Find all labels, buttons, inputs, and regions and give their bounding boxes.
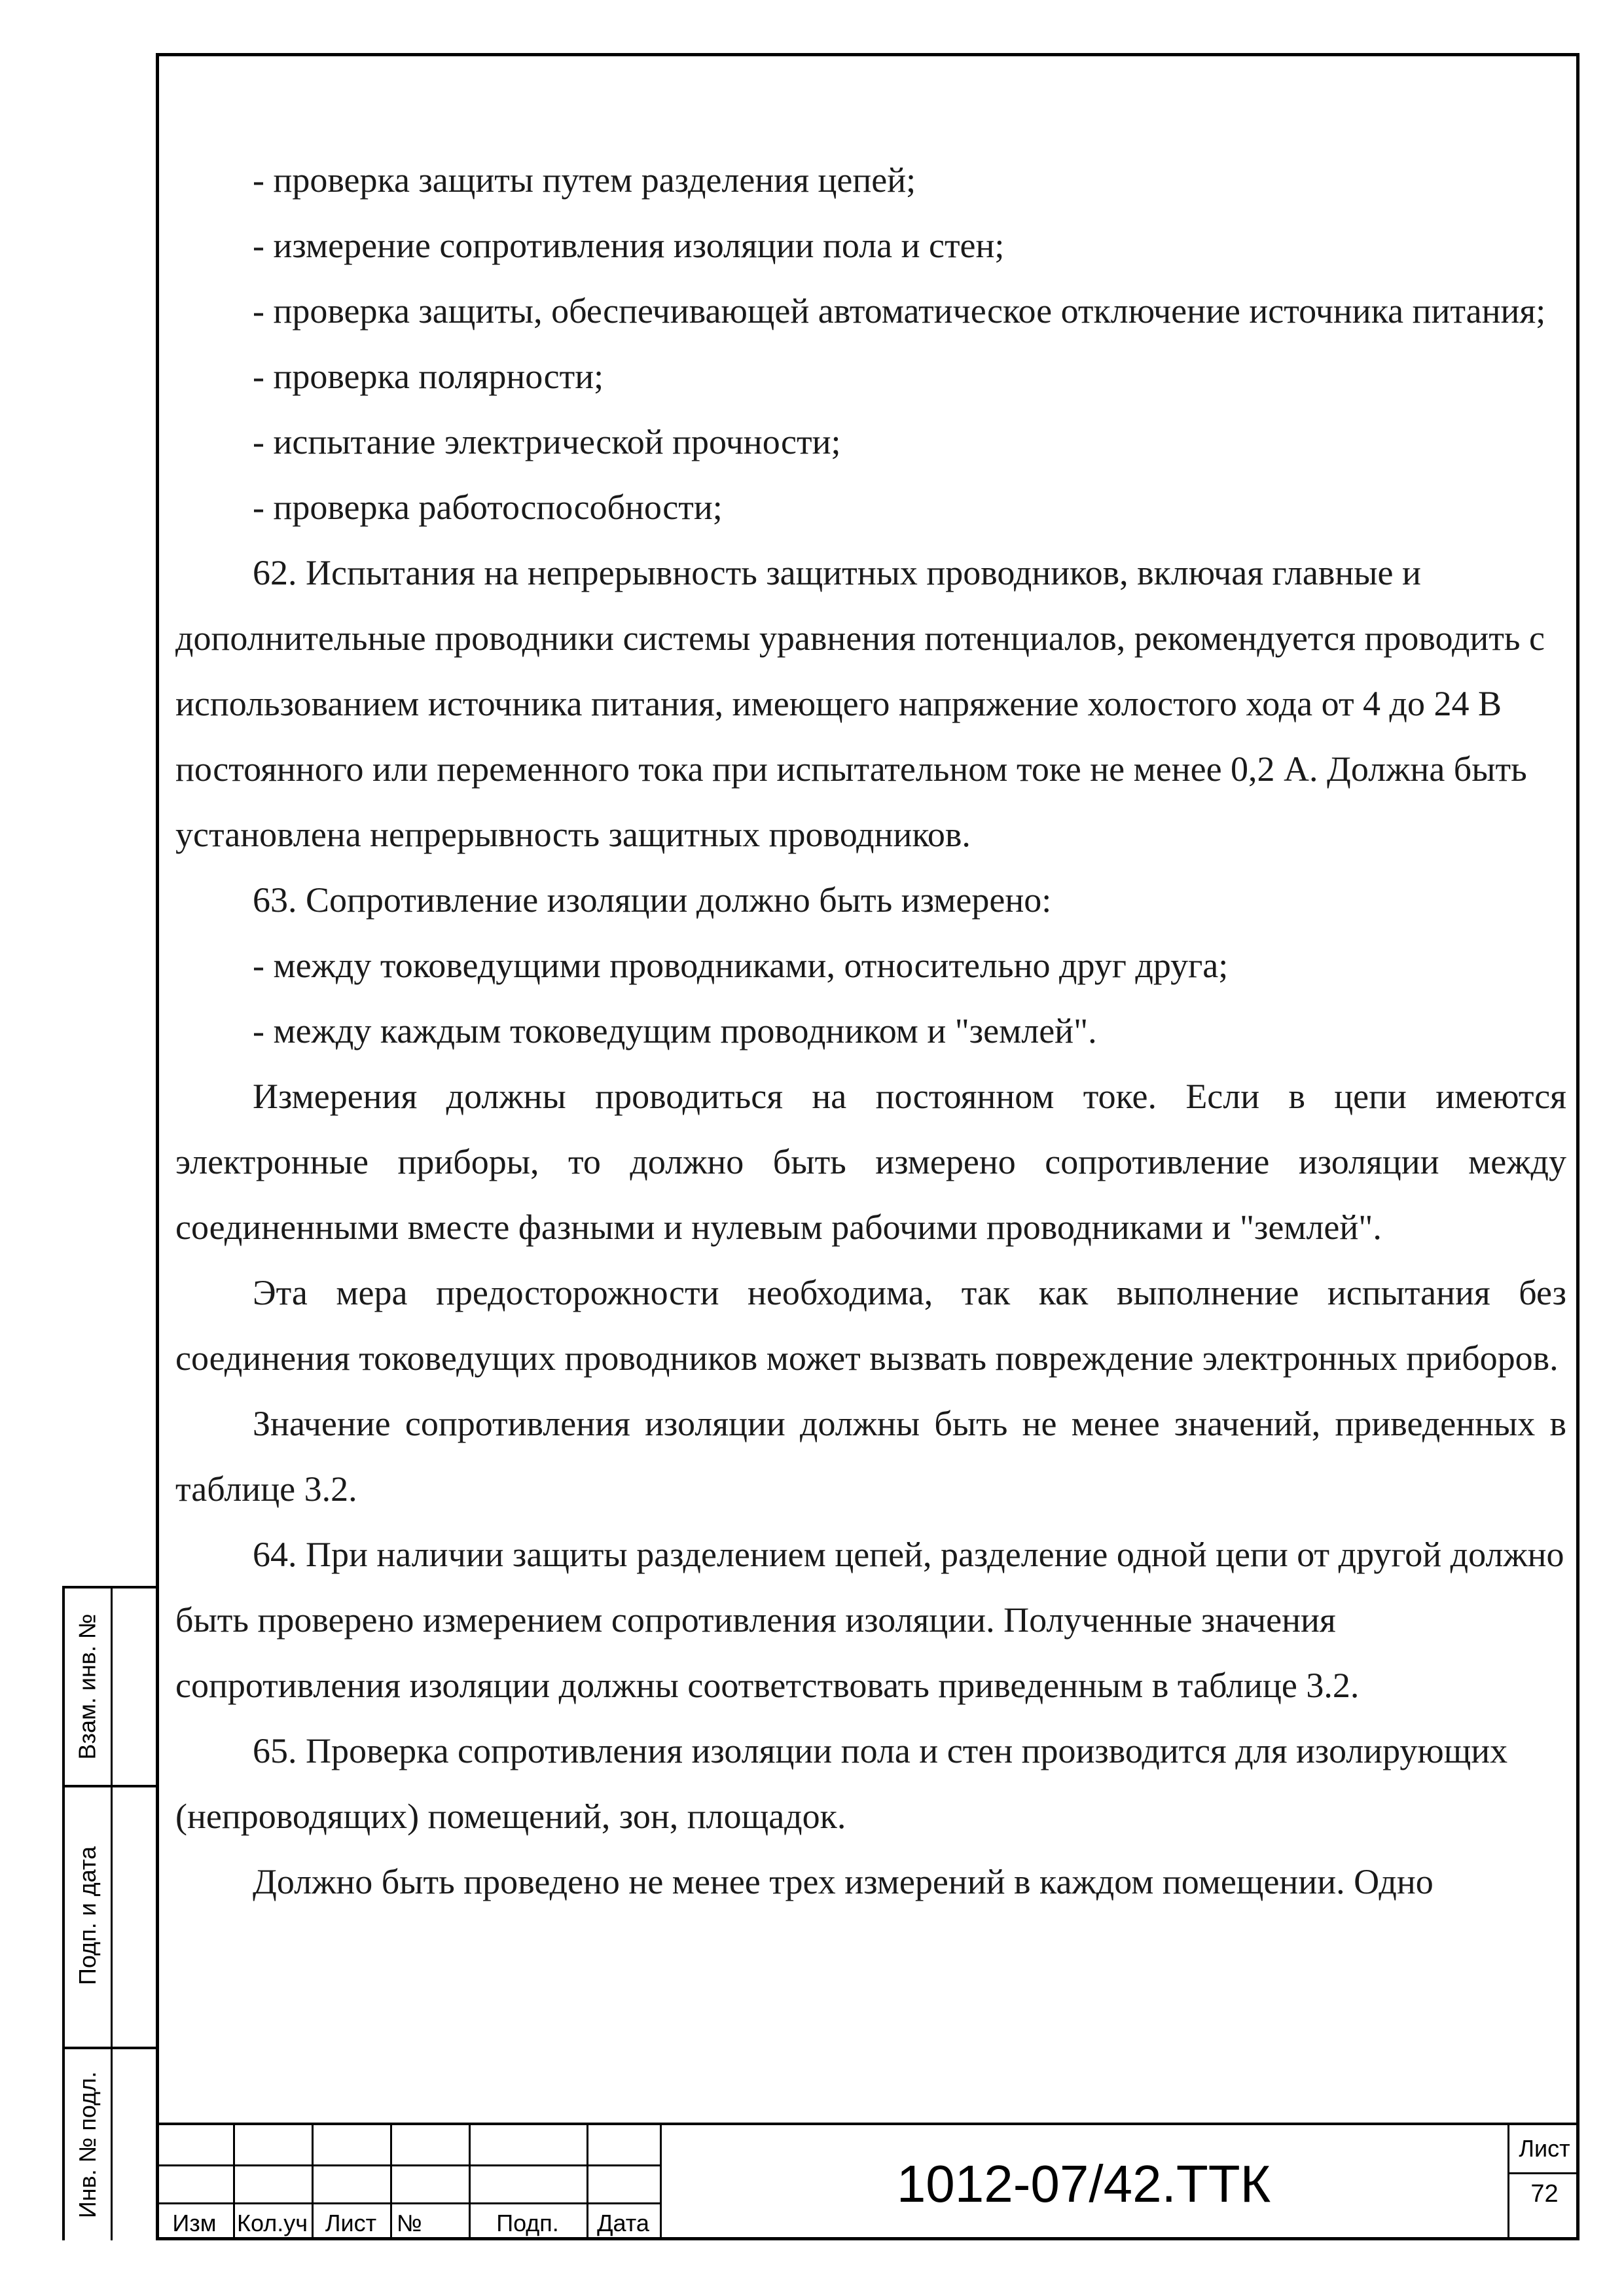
paragraph: - проверка защиты, обеспечивающей автоматическое отключение источника питания; [253,291,1546,331]
header-izm: Изм [172,2210,217,2236]
sheet-label: Лист [1519,2135,1570,2162]
paragraph: Измерения должны проводиться на постоянном токе. Если в цепи имеются электронные приборы, то должно быть измерено сопротивление изоляции между соединенными вместе фазными и нулевым рабочими проводниками и "землей". [175,1077,1566,1247]
inv-podl-label: Инв. № подл. [74,2071,101,2219]
header-kol-uch: Кол.уч [237,2210,308,2236]
paragraph: - испытание электрической прочности; [253,422,841,461]
paragraph: Значение сопротивления изоляции должны быть не менее значений, приведенных в таблице 3.2. [175,1404,1566,1509]
title-block-divider [156,2164,660,2166]
paragraph: - между токоведущими проводниками, относительно друг друга; [253,946,1229,985]
paragraph: 62. Испытания на непрерывность защитных проводников, включая главные и дополнительные проводники системы уравнения потенциалов, рекомендуется проводить с использованием источника питания, имеющего напряжение холостого хода от 4 до 24 В постоянного или переменного тока при испытательном токе не менее 0,2 А. Должна быть установлена непрерывность защитных проводников. [175,553,1545,854]
paragraph: - проверка работоспособности; [253,488,723,527]
title-block [156,2123,1579,2240]
header-list: Лист [325,2210,377,2236]
document-body [175,147,1566,1914]
paragraph: - проверка защиты путем разделения цепей; [253,160,916,200]
paragraph: Эта мера предосторожности необходима, так как выполнение испытания без соединения токоведущих проводников может вызвать повреждение электронных приборов. [175,1273,1566,1378]
vzam-inv-label: Взам. инв. № [74,1613,101,1760]
document-code: 1012-07/42.ТТК [896,2155,1271,2213]
paragraph: - между каждым токоведущим проводником и "землей". [253,1011,1097,1050]
paragraph: - измерение сопротивления изоляции пола и стен; [253,226,1005,265]
header-number: № [397,2210,422,2236]
podp-data-label: Подп. и дата [74,1846,101,1986]
paragraph: 65. Проверка сопротивления изоляции пола и стен производится для изолирующих (непроводящих) помещений, зон, площадок. [175,1731,1508,1836]
header-podp: Подп. [496,2210,559,2236]
paragraph: 64. При наличии защиты разделением цепей, разделение одной цепи от другой должно быть проверено измерением сопротивления изоляции. Полученные значения сопротивления изоляции должны соответствовать приведенным в таблице 3.2. [175,1535,1564,1705]
side-stamp [62,1586,156,2240]
paragraph: Должно быть проведено не менее трех измерений в каждом помещении. Одно [253,1862,1434,1901]
header-data: Дата [597,2210,649,2236]
paragraph: 63. Сопротивление изоляции должно быть измерено: [253,880,1052,920]
side-stamp-divider [111,1588,113,2240]
paragraph: - проверка полярности; [253,357,604,396]
sheet-number: 72 [1530,2179,1559,2208]
